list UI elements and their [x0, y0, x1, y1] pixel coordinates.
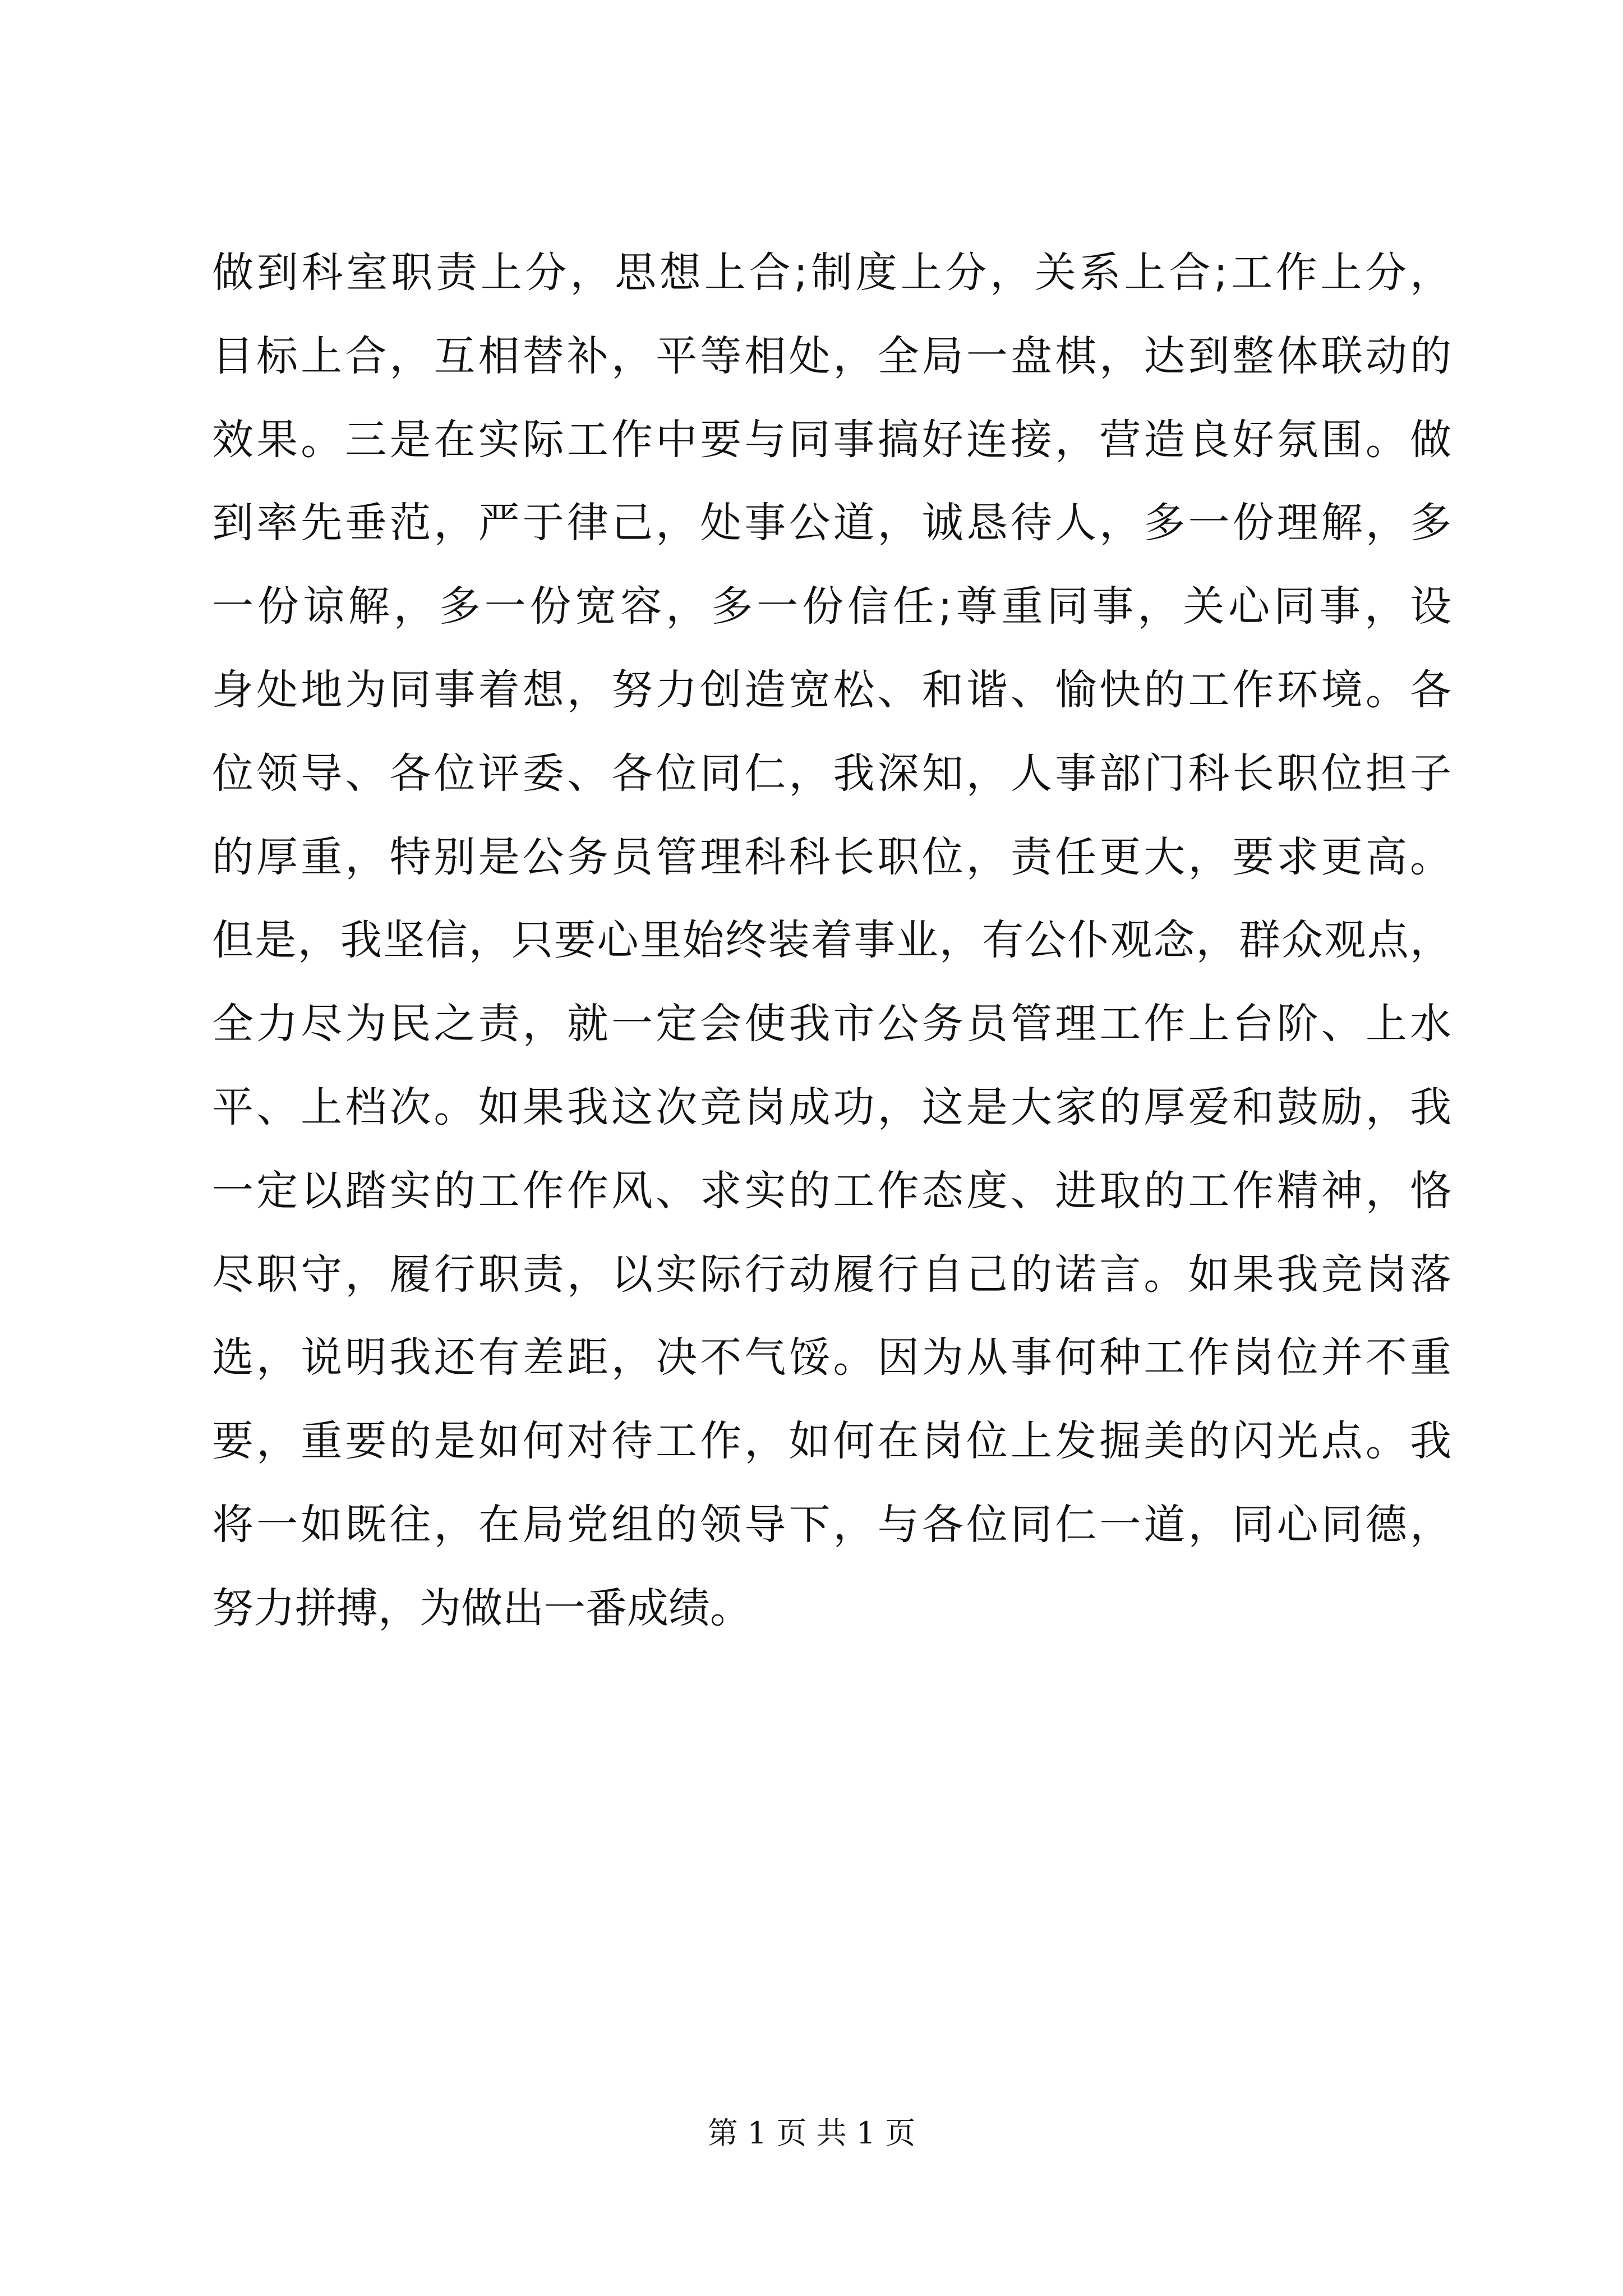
text-line: 全力尽为民之责，就一定会使我市公务员管理工作上台阶、上水: [212, 1000, 1451, 1048]
text-line: 目标上合，互相替补，平等相处，全局一盘棋，达到整体联动的: [212, 332, 1451, 380]
text-line: 要，重要的是如何对待工作，如何在岗位上发掘美的闪光点。我: [212, 1417, 1451, 1466]
text-line: 一份谅解，多一份宽容，多一份信任;尊重同事，关心同事，设: [212, 582, 1451, 631]
text-line: 的厚重，特别是公务员管理科科长职位，责任更大，要求更高。: [212, 832, 1451, 881]
text-line: 但是，我坚信，只要心里始终装着事业，有公仆观念，群众观点，: [212, 916, 1451, 965]
text-line: 效果。三是在实际工作中要与同事搞好连接，营造良好氛围。做: [212, 415, 1451, 464]
text-line-last: 努力拼搏，为做出一番成绩。: [212, 1584, 751, 1632]
text-line: 选，说明我还有差距，决不气馁。因为从事何种工作岗位并不重: [212, 1333, 1451, 1382]
text-line: 平、上档次。如果我这次竞岗成功，这是大家的厚爱和鼓励，我: [212, 1083, 1451, 1131]
page-footer: 第 1 页 共 1 页: [707, 2115, 916, 2151]
text-line: 位领导、各位评委、各位同仁，我深知，人事部门科长职位担子: [212, 749, 1451, 798]
text-line: 将一如既往，在局党组的领导下，与各位同仁一道，同心同德，: [212, 1500, 1451, 1549]
text-line: 身处地为同事着想，努力创造宽松、和谐、愉快的工作环境。各: [212, 665, 1451, 714]
body-text: [212, 231, 1451, 1650]
text-line: 做到科室职责上分，思想上合;制度上分，关系上合;工作上分，: [212, 249, 1451, 297]
text-line: 尽职守，履行职责，以实际行动履行自己的诺言。如果我竞岗落: [212, 1250, 1451, 1299]
text-line: 一定以踏实的工作作风、求实的工作态度、进取的工作精神，恪: [212, 1166, 1451, 1215]
text-line: 到率先垂范，严于律己，处事公道，诚恳待人，多一份理解，多: [212, 499, 1451, 547]
